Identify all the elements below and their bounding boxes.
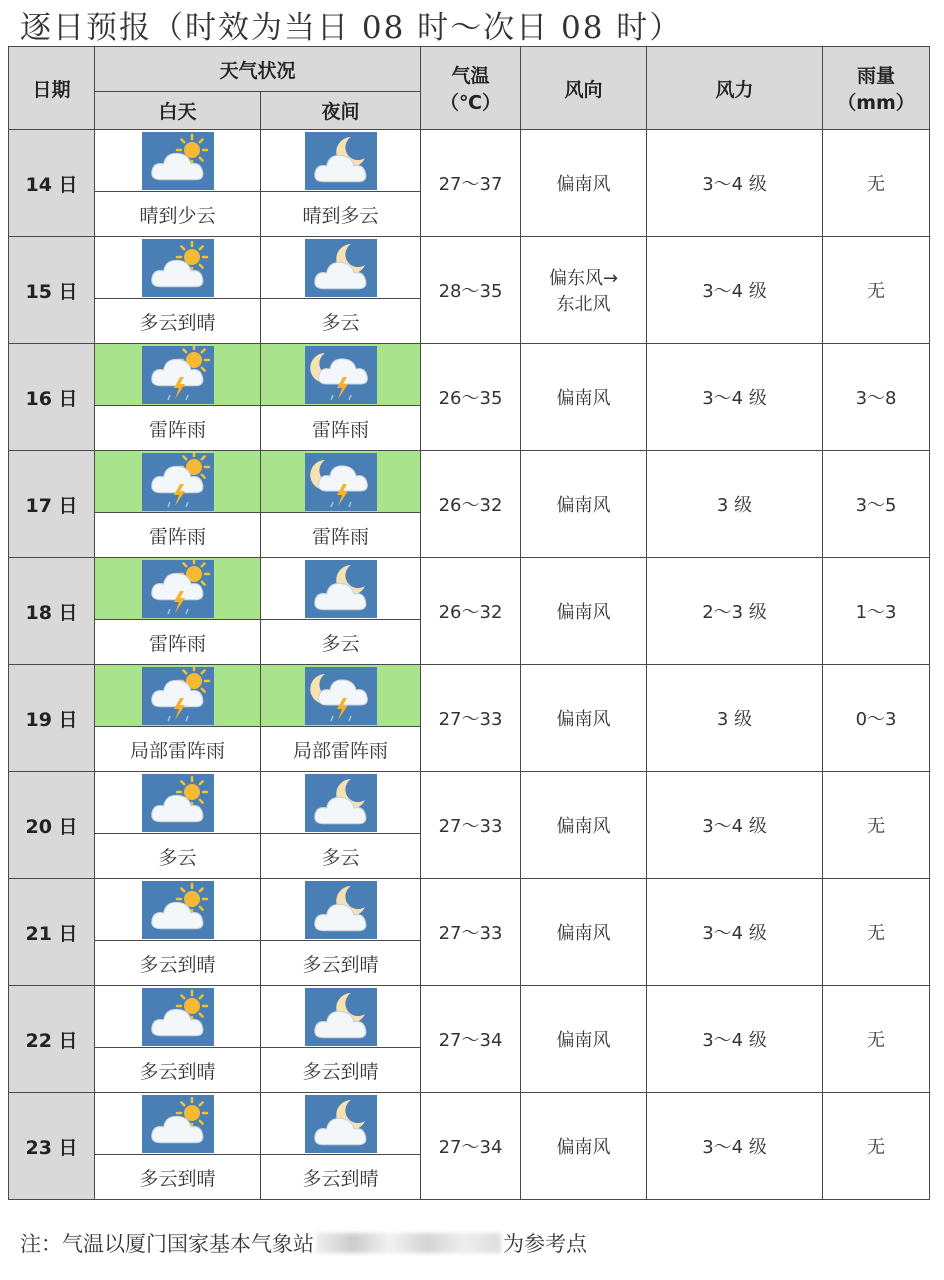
night-icon-band [261, 451, 420, 513]
night-weather-cell [261, 879, 421, 986]
night-weather-label: 多云 [321, 632, 360, 655]
day-weather-cell [95, 451, 261, 558]
wind-dir-line1: 偏南风 [556, 1137, 611, 1158]
wind-dir-cell [521, 1093, 647, 1200]
cloud-sun-icon [142, 881, 214, 939]
table-row [9, 130, 930, 237]
temp-cell: 26～35 [421, 344, 521, 451]
rain-cell: 0～3 [823, 665, 930, 772]
rain-cell: 3～8 [823, 344, 930, 451]
date-cell: 19 日 [9, 665, 95, 772]
night-weather-label: 多云 [321, 846, 360, 869]
table-row [9, 558, 930, 665]
thunderstorm-sun-icon [142, 667, 214, 725]
header-weather: 天气状况 [95, 47, 421, 92]
date-cell: 16 日 [9, 344, 95, 451]
wind-dir-cell [521, 665, 647, 772]
table-row [9, 451, 930, 558]
header-rain-label: 雨量 [857, 65, 896, 87]
day-weather-label: 雷阵雨 [148, 418, 206, 441]
thunderstorm-moon-icon [305, 667, 377, 725]
night-weather-cell [261, 344, 421, 451]
thunderstorm-sun-icon [142, 346, 214, 404]
day-icon-band [95, 986, 260, 1048]
wind-dir-cell [521, 879, 647, 986]
rain-cell: 无 [823, 237, 930, 344]
temp-cell: 28～35 [421, 237, 521, 344]
wind-force-cell: 3～4 级 [647, 986, 823, 1093]
forecast-table [8, 46, 930, 1200]
night-weather-cell [261, 237, 421, 344]
wind-dir-cell [521, 451, 647, 558]
wind-dir-line1: 偏南风 [556, 816, 611, 837]
header-rain [823, 47, 930, 130]
day-weather-cell [95, 986, 261, 1093]
day-weather-cell [95, 558, 261, 665]
night-icon-band [261, 986, 420, 1048]
night-weather-label: 雷阵雨 [312, 525, 370, 548]
temp-cell: 27～34 [421, 1093, 521, 1200]
day-weather-label: 多云到晴 [139, 1167, 216, 1190]
date-cell: 21 日 [9, 879, 95, 986]
wind-force-cell: 3～4 级 [647, 130, 823, 237]
header-temp-label: 气温 [451, 65, 490, 87]
header-rain-unit: （mm） [837, 92, 915, 114]
wind-dir-line1: 偏南风 [556, 174, 611, 195]
thunderstorm-sun-icon [142, 560, 214, 618]
day-icon-band [95, 772, 260, 834]
rain-cell: 1～3 [823, 558, 930, 665]
thunderstorm-sun-icon [142, 453, 214, 511]
redacted-station-name [316, 1233, 501, 1253]
footnote [20, 1228, 587, 1258]
day-weather-label: 多云到晴 [139, 953, 216, 976]
temp-cell: 27～33 [421, 772, 521, 879]
night-weather-cell [261, 772, 421, 879]
day-weather-label: 多云 [158, 846, 197, 869]
table-row [9, 879, 930, 986]
footnote-suffix: 为参考点 [503, 1232, 587, 1256]
date-cell: 23 日 [9, 1093, 95, 1200]
wind-force-cell: 3 级 [647, 451, 823, 558]
night-icon-band [261, 772, 420, 834]
night-icon-band [261, 879, 420, 941]
night-icon-band [261, 344, 420, 406]
wind-dir-line1: 偏南风 [556, 923, 611, 944]
temp-cell: 27～33 [421, 665, 521, 772]
night-weather-cell [261, 986, 421, 1093]
temp-cell: 27～34 [421, 986, 521, 1093]
cloud-moon-icon [305, 1095, 377, 1153]
rain-cell: 无 [823, 130, 930, 237]
wind-dir-line1: 偏南风 [556, 1030, 611, 1051]
table-row [9, 344, 930, 451]
day-weather-cell [95, 772, 261, 879]
wind-dir-cell [521, 772, 647, 879]
day-icon-band [95, 451, 260, 513]
cloud-moon-icon [305, 774, 377, 832]
cloud-sun-icon [142, 1095, 214, 1153]
day-icon-band [95, 879, 260, 941]
wind-dir-cell [521, 130, 647, 237]
footnote-prefix: 注：气温以厦门国家基本气象站 [20, 1232, 314, 1256]
day-icon-band [95, 237, 260, 299]
day-weather-label: 雷阵雨 [148, 632, 206, 655]
cloud-moon-icon [305, 881, 377, 939]
day-weather-cell [95, 665, 261, 772]
night-icon-band [261, 237, 420, 299]
table-row [9, 665, 930, 772]
day-weather-cell [95, 1093, 261, 1200]
cloud-moon-icon [305, 239, 377, 297]
cloud-sun-icon [142, 988, 214, 1046]
header-wind-force: 风力 [647, 47, 823, 130]
wind-force-cell: 3～4 级 [647, 772, 823, 879]
page-title: 逐日预报（时效为当日 08 时～次日 08 时） [20, 10, 683, 46]
header-day: 白天 [95, 92, 261, 130]
cloud-moon-icon [305, 988, 377, 1046]
night-weather-cell [261, 665, 421, 772]
thunderstorm-moon-icon [305, 453, 377, 511]
table-row [9, 237, 930, 344]
night-weather-cell [261, 1093, 421, 1200]
wind-dir-line1: 偏南风 [556, 709, 611, 730]
cloud-moon-icon [305, 132, 377, 190]
rain-cell: 无 [823, 986, 930, 1093]
day-weather-label: 雷阵雨 [148, 525, 206, 548]
rain-cell: 无 [823, 879, 930, 986]
day-weather-cell [95, 130, 261, 237]
night-weather-cell [261, 558, 421, 665]
wind-dir-cell [521, 558, 647, 665]
wind-force-cell: 3～4 级 [647, 237, 823, 344]
wind-force-cell: 2～3 级 [647, 558, 823, 665]
night-weather-label: 晴到多云 [302, 204, 379, 227]
header-date: 日期 [9, 47, 95, 130]
cloud-sun-icon [142, 132, 214, 190]
wind-dir-cell [521, 237, 647, 344]
day-weather-label: 晴到少云 [139, 204, 216, 227]
date-cell: 15 日 [9, 237, 95, 344]
cloud-moon-icon [305, 560, 377, 618]
header-temp [421, 47, 521, 130]
temp-cell: 27～37 [421, 130, 521, 237]
day-icon-band [95, 558, 260, 620]
night-icon-band [261, 665, 420, 727]
wind-dir-cell [521, 986, 647, 1093]
night-weather-label: 雷阵雨 [312, 418, 370, 441]
day-icon-band [95, 665, 260, 727]
rain-cell: 3～5 [823, 451, 930, 558]
day-weather-label: 多云到晴 [139, 1060, 216, 1083]
day-weather-label: 多云到晴 [139, 311, 216, 334]
table-row [9, 1093, 930, 1200]
rain-cell: 无 [823, 1093, 930, 1200]
date-cell: 20 日 [9, 772, 95, 879]
day-icon-band [95, 1093, 260, 1155]
thunderstorm-moon-icon [305, 346, 377, 404]
wind-dir-line1: 偏南风 [556, 388, 611, 409]
night-weather-label: 局部雷阵雨 [293, 739, 389, 762]
date-cell: 18 日 [9, 558, 95, 665]
wind-force-cell: 3～4 级 [647, 879, 823, 986]
wind-force-cell: 3～4 级 [647, 1093, 823, 1200]
night-weather-label: 多云 [321, 311, 360, 334]
date-cell: 22 日 [9, 986, 95, 1093]
night-weather-label: 多云到晴 [302, 1060, 379, 1083]
cloud-sun-icon [142, 774, 214, 832]
cloud-sun-icon [142, 239, 214, 297]
day-weather-cell [95, 344, 261, 451]
temp-cell: 26～32 [421, 451, 521, 558]
wind-force-cell: 3～4 级 [647, 344, 823, 451]
wind-dir-line1: 偏南风 [556, 495, 611, 516]
header-night: 夜间 [261, 92, 421, 130]
day-weather-cell [95, 879, 261, 986]
day-weather-cell [95, 237, 261, 344]
temp-cell: 27～33 [421, 879, 521, 986]
day-icon-band [95, 130, 260, 192]
table-row [9, 986, 930, 1093]
wind-force-cell: 3 级 [647, 665, 823, 772]
wind-dir-line1: 偏南风 [556, 602, 611, 623]
wind-dir-line2: 东北风 [556, 294, 611, 315]
night-icon-band [261, 1093, 420, 1155]
night-icon-band [261, 558, 420, 620]
day-weather-label: 局部雷阵雨 [129, 739, 225, 762]
table-row [9, 772, 930, 879]
day-icon-band [95, 344, 260, 406]
header-temp-unit: （℃） [440, 92, 502, 114]
night-weather-label: 多云到晴 [302, 953, 379, 976]
temp-cell: 26～32 [421, 558, 521, 665]
night-weather-cell [261, 130, 421, 237]
header-wind-dir: 风向 [521, 47, 647, 130]
night-weather-label: 多云到晴 [302, 1167, 379, 1190]
date-cell: 17 日 [9, 451, 95, 558]
date-cell: 14 日 [9, 130, 95, 237]
wind-dir-cell [521, 344, 647, 451]
night-weather-cell [261, 451, 421, 558]
night-icon-band [261, 130, 420, 192]
wind-dir-line1: 偏东风→ [548, 268, 619, 289]
rain-cell: 无 [823, 772, 930, 879]
